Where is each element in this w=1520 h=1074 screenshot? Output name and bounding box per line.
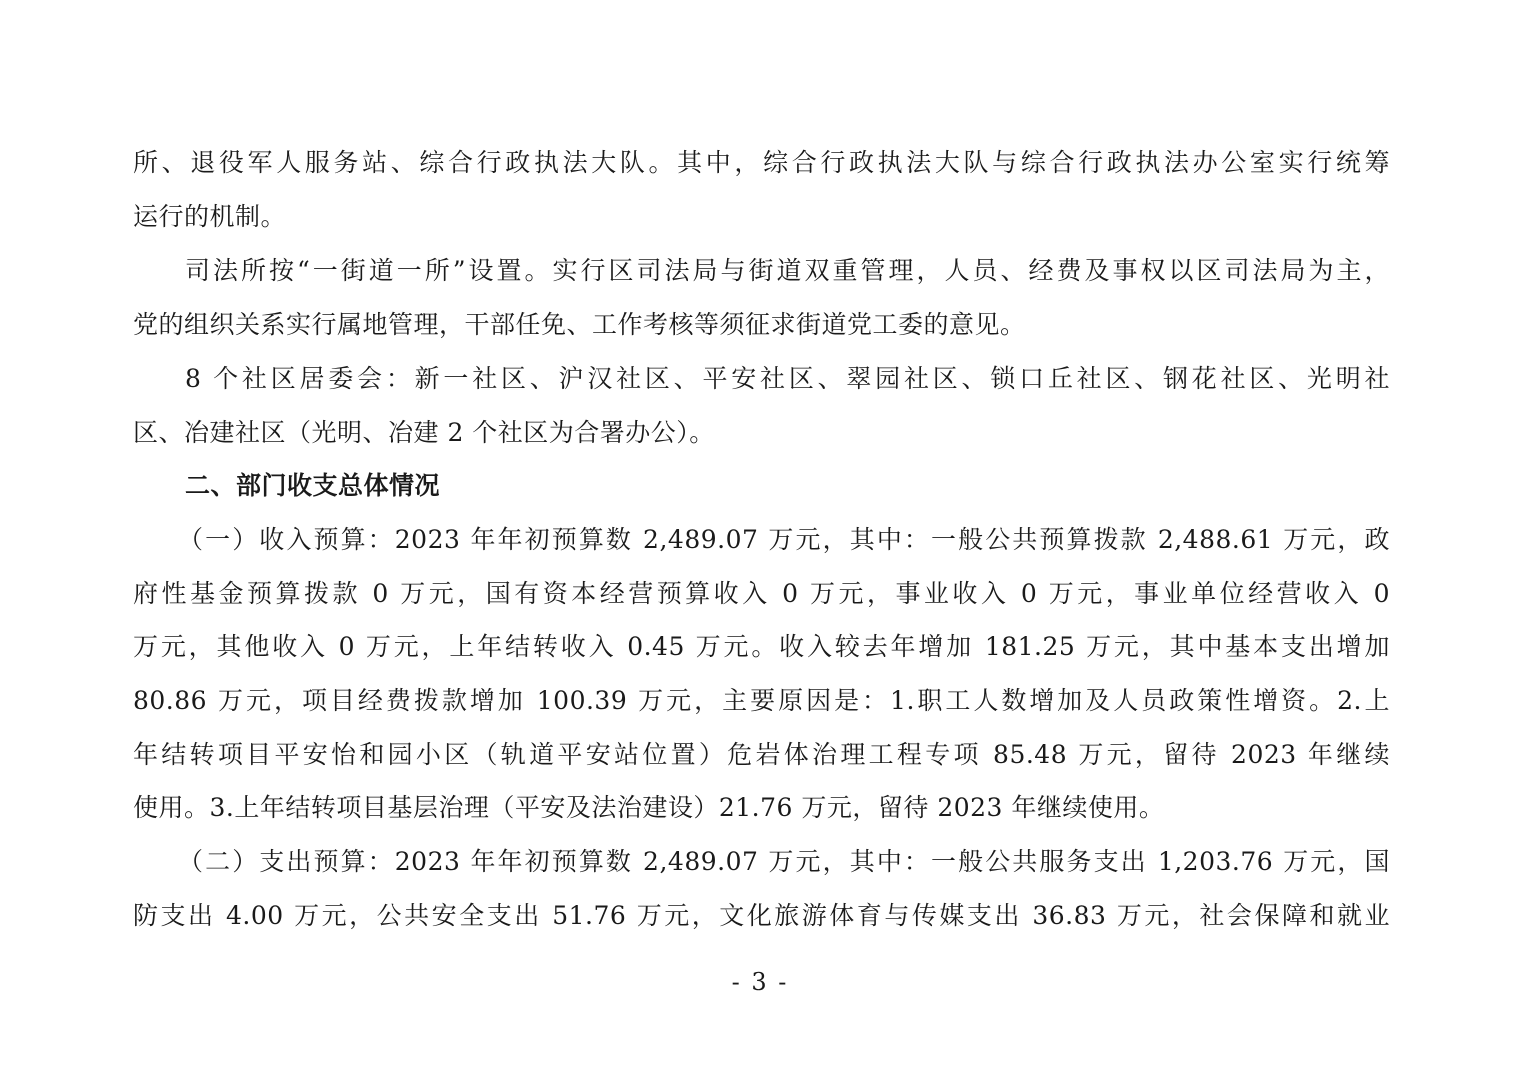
body-text-line: 区、冶建社区（光明、冶建 2 个社区为合署办公）。 [133, 418, 715, 447]
body-text-line: 万元，其他收入 0 万元，上年结转收入 0.45 万元。收入较去年增加 181.25 万元，其中基本支出增加 [133, 632, 1390, 661]
body-text-line: （二）支出预算：2023 年年初预算数 2,489.07 万元，其中：一般公共服务支出 1,203.76 万元，国 [178, 847, 1390, 876]
body-text-line: 80.86 万元，项目经费拨款增加 100.39 万元，主要原因是：1.职工人数增加及人员政策性增资。2.上 [133, 686, 1390, 715]
body-text-line: 司法所按“一街道一所”设置。实行区司法局与街道双重管理，人员、经费及事权以区司法局为主， [185, 256, 1390, 285]
body-text-line: 所、退役军人服务站、综合行政执法大队。其中，综合行政执法大队与综合行政执法办公室实行统筹 [133, 148, 1390, 177]
body-text-line: 8 个社区居委会：新一社区、沪汉社区、平安社区、翠园社区、锁口丘社区、钢花社区、光明社 [185, 364, 1390, 393]
body-text-line: （一）收入预算：2023 年年初预算数 2,489.07 万元，其中：一般公共预算拨款 2,488.61 万元，政 [178, 525, 1390, 554]
body-text-line: 党的组织关系实行属地管理，干部任免、工作考核等须征求街道党工委的意见。 [133, 310, 1026, 339]
section-heading: 二、部门收支总体情况 [185, 471, 441, 500]
body-text-line: 运行的机制。 [133, 202, 287, 231]
page-number: - 3 - [731, 968, 789, 996]
body-text-line: 府性基金预算拨款 0 万元，国有资本经营预算收入 0 万元，事业收入 0 万元，事业单位经营收入 0 [133, 579, 1390, 608]
body-text-line: 防支出 4.00 万元，公共安全支出 51.76 万元，文化旅游体育与传媒支出 36.83 万元，社会保障和就业 [133, 901, 1390, 930]
body-text-line: 使用。3.上年结转项目基层治理（平安及法治建设）21.76 万元，留待 2023 年继续使用。 [133, 793, 1165, 822]
body-text-line: 年结转项目平安怡和园小区（轨道平安站位置）危岩体治理工程专项 85.48 万元，留待 2023 年继续 [133, 740, 1390, 769]
